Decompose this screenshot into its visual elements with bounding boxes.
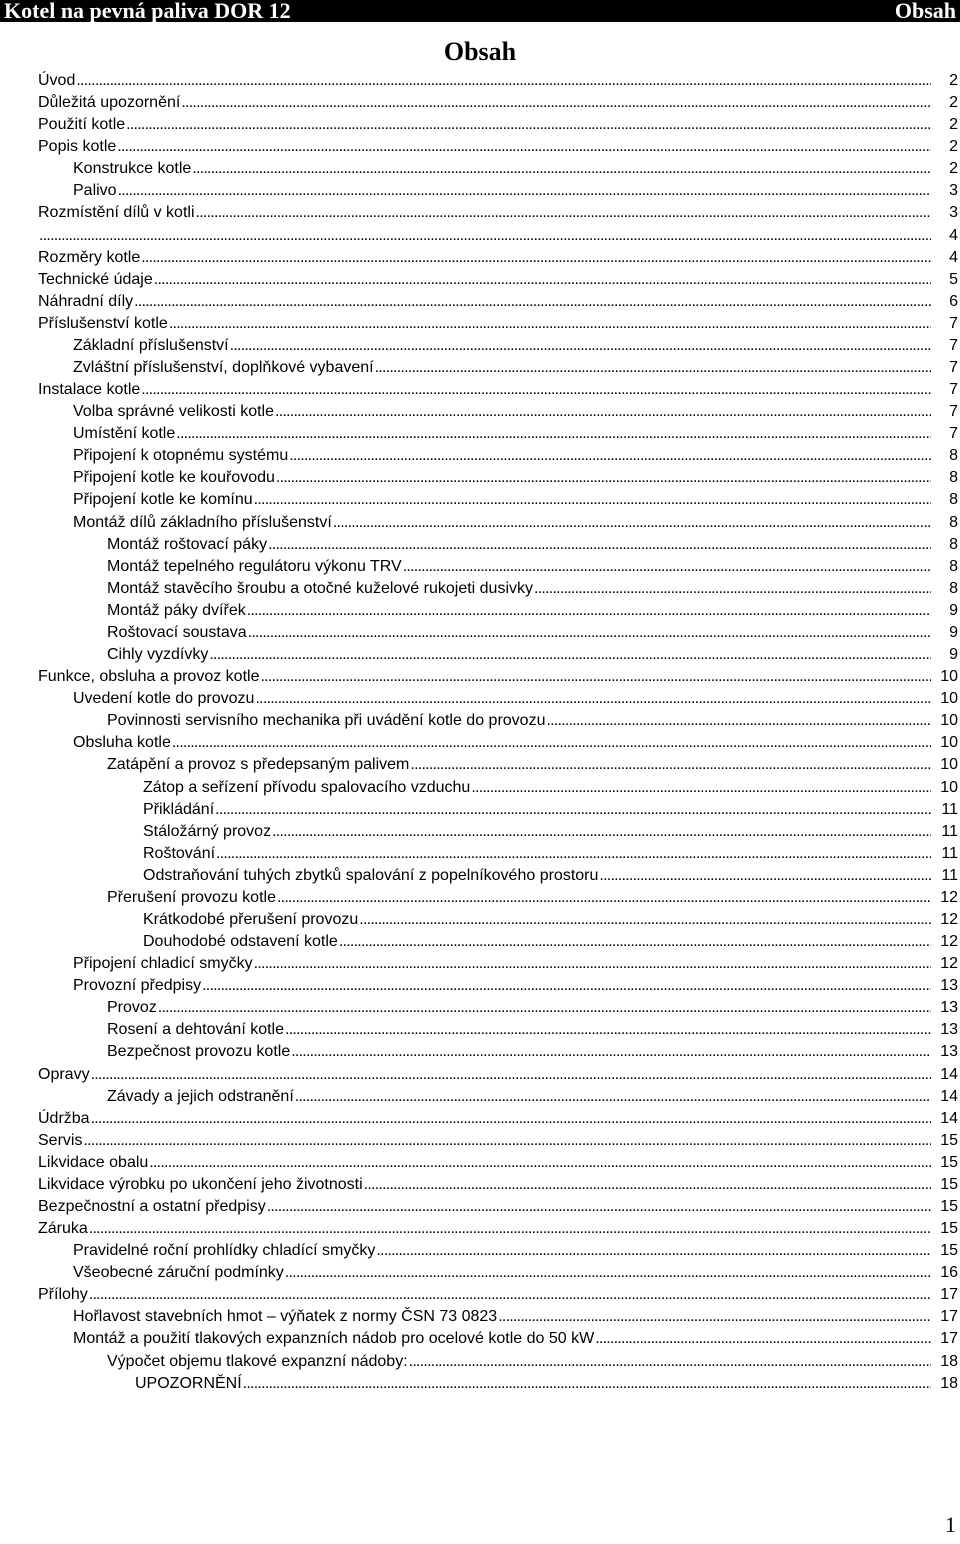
toc-entry[interactable]: [38, 291, 960, 313]
toc-leader-dots: [471, 777, 931, 799]
toc-leader-dots: [172, 732, 931, 754]
toc-leader-dots: [117, 136, 931, 158]
toc-entry[interactable]: [38, 931, 960, 953]
toc-entry-page: 7: [949, 381, 958, 399]
page-number: 1: [945, 1512, 956, 1537]
toc-leader-dots: [202, 975, 931, 997]
toc-entry[interactable]: [38, 777, 960, 799]
toc-entry-title: Přikládání: [143, 800, 215, 818]
toc-entry[interactable]: [38, 600, 960, 622]
toc-entry-title: Příslušenství kotle: [38, 314, 168, 332]
toc-entry-page: 11: [941, 800, 958, 818]
toc-entry-page: 2: [949, 160, 958, 178]
toc-leader-dots: [118, 180, 931, 202]
toc-leader-dots: [176, 423, 931, 445]
toc-leader-dots: [209, 644, 931, 666]
toc-entry-page: 5: [949, 270, 958, 288]
toc-entry[interactable]: [38, 70, 960, 92]
toc-entry-page: 14: [940, 1065, 958, 1083]
toc-entry-title: Náhradní díly: [38, 292, 134, 310]
toc-entry-page: 2: [949, 116, 958, 134]
toc-entry-title: Zatápění a provoz s předepsaným palivem: [107, 756, 410, 774]
toc-entry[interactable]: [38, 1351, 960, 1373]
toc-entry[interactable]: [38, 1086, 960, 1108]
section-name: Obsah: [894, 0, 956, 23]
toc-entry-page: 13: [940, 1021, 958, 1039]
toc-entry-title: Roštovací soustava: [107, 623, 247, 641]
toc-entry-page: 15: [940, 1175, 958, 1193]
toc-leader-dots: [409, 1351, 931, 1373]
toc-entry-title: Douhodobé odstavení kotle: [143, 933, 338, 951]
toc-entry-title: Roštování: [143, 844, 216, 862]
toc-entry-title: Konstrukce kotle: [73, 160, 192, 178]
toc-leader-dots: [39, 225, 931, 247]
toc-leader-dots: [181, 92, 931, 114]
toc-leader-dots: [149, 1152, 931, 1174]
toc-entry[interactable]: [38, 666, 960, 688]
toc-entry[interactable]: [38, 997, 960, 1019]
toc-entry-page: 11: [941, 866, 958, 884]
toc-entry-title: Zvláštní příslušenství, doplňkové vybavení: [73, 359, 374, 377]
toc-entry-page: 10: [940, 668, 958, 686]
toc-entry-title: Bezpečnost provozu kotle: [107, 1043, 291, 1061]
toc-entry-page: 3: [949, 182, 958, 200]
toc-leader-dots: [254, 489, 931, 511]
toc-entry[interactable]: [38, 1240, 960, 1262]
toc-entry[interactable]: [38, 313, 960, 335]
toc-entry-page: 4: [949, 248, 958, 266]
toc-entry-title: Připojení kotle ke komínu: [73, 491, 253, 509]
toc-entry-page: 17: [940, 1330, 958, 1348]
toc-entry-title: Závady a jejich odstranění: [107, 1087, 294, 1105]
toc-entry[interactable]: [38, 534, 960, 556]
toc-entry-title: Všeobecné záruční podmínky: [73, 1264, 284, 1282]
toc-entry-page: 10: [940, 690, 958, 708]
toc-entry[interactable]: [38, 357, 960, 379]
toc-entry-page: 17: [940, 1286, 958, 1304]
toc-entry-page: 15: [940, 1197, 958, 1215]
toc-entry-page: 13: [940, 1043, 958, 1061]
toc-entry-page: 2: [949, 94, 958, 112]
toc-entry[interactable]: [38, 887, 960, 909]
toc-entry-page: 16: [940, 1264, 958, 1282]
toc-entry[interactable]: [38, 975, 960, 997]
toc-entry[interactable]: [38, 754, 960, 776]
toc-entry[interactable]: [38, 114, 960, 136]
toc-entry-title: Montáž a použití tlakových expanzních nádob pro ocelové kotle do 50 kW: [73, 1330, 595, 1348]
toc-entry-page: 13: [940, 977, 958, 995]
toc-leader-dots: [141, 247, 931, 269]
toc-entry-title: Technické údaje: [38, 270, 153, 288]
toc-entry[interactable]: [38, 1306, 960, 1328]
toc-entry[interactable]: [38, 1196, 960, 1218]
toc-entry-title: Pravidelné roční prohlídky chladící smyčky: [73, 1242, 376, 1260]
toc-leader-dots: [192, 158, 931, 180]
toc-entry-page: 9: [949, 623, 958, 641]
toc-entry-title: Palivo: [73, 182, 117, 200]
toc-leader-dots: [291, 1041, 931, 1063]
toc-entry-page: 8: [949, 513, 958, 531]
toc-entry[interactable]: [38, 1373, 960, 1395]
toc-entry-title: Stáložárný provoz: [143, 822, 272, 840]
toc-entry-page: 7: [949, 425, 958, 443]
toc-entry-page: 18: [940, 1352, 958, 1370]
toc-entry-page: 12: [940, 888, 958, 906]
toc-leader-dots: [134, 291, 931, 313]
toc-entry-page: 15: [940, 1131, 958, 1149]
toc-leader-dots: [76, 70, 931, 92]
toc-entry[interactable]: [38, 953, 960, 975]
toc-entry-page: 7: [949, 336, 958, 354]
toc-entry-page: 10: [940, 756, 958, 774]
toc-entry[interactable]: [38, 335, 960, 357]
toc-entry-page: 8: [949, 557, 958, 575]
toc-entry-title: Provoz: [107, 999, 157, 1017]
toc-entry-title: Záruka: [38, 1220, 88, 1238]
toc-entry-page: 10: [940, 734, 958, 752]
toc-entry[interactable]: [38, 865, 960, 887]
toc-entry[interactable]: [38, 909, 960, 931]
toc-leader-dots: [243, 1373, 931, 1395]
toc-entry[interactable]: [38, 732, 960, 754]
toc-entry-page: 12: [940, 910, 958, 928]
toc-leader-dots: [158, 997, 931, 1019]
toc-entry-title: Hořlavost stavebních hmot – výňatek z normy ČSN 73 0823: [73, 1308, 498, 1326]
toc-entry[interactable]: [38, 843, 960, 865]
toc-entry[interactable]: [38, 710, 960, 732]
toc-leader-dots: [126, 114, 931, 136]
toc-entry-page: 8: [949, 579, 958, 597]
toc-entry-page: 3: [949, 204, 958, 222]
toc-entry-title: Úvod: [38, 72, 76, 89]
toc-leader-dots: [268, 534, 931, 556]
toc-entry-title: Montáž dílů základního příslušenství: [73, 513, 332, 531]
document-title: Kotel na pevná paliva DOR 12: [4, 0, 291, 23]
table-of-contents: [38, 70, 960, 1395]
toc-entry[interactable]: [38, 688, 960, 710]
toc-entry[interactable]: [38, 1284, 960, 1306]
toc-entry-title: Přílohy: [38, 1286, 88, 1304]
toc-entry[interactable]: [38, 821, 960, 843]
toc-leader-dots: [89, 1284, 931, 1306]
toc-entry[interactable]: [38, 578, 960, 600]
toc-leader-dots: [272, 821, 931, 843]
toc-entry-page: 2: [949, 138, 958, 156]
toc-leader-dots: [339, 931, 931, 953]
toc-leader-dots: [546, 710, 931, 732]
toc-leader-dots: [89, 1218, 931, 1240]
toc-entry-page: 11: [941, 844, 958, 862]
toc-leader-dots: [260, 666, 931, 688]
toc-leader-dots: [364, 1174, 931, 1196]
toc-entry-title: Připojení kotle ke kouřovodu: [73, 469, 275, 487]
toc-entry-page: 15: [940, 1242, 958, 1260]
toc-leader-dots: [275, 401, 931, 423]
toc-entry[interactable]: [38, 1152, 960, 1174]
toc-entry-page: 7: [949, 359, 958, 377]
toc-leader-dots: [410, 754, 931, 776]
toc-leader-dots: [248, 622, 931, 644]
toc-entry-title: Funkce, obsluha a provoz kotle: [38, 668, 260, 686]
toc-leader-dots: [216, 843, 931, 865]
toc-leader-dots: [267, 1196, 931, 1218]
toc-entry-title: Rosení a dehtování kotle: [107, 1021, 285, 1039]
toc-entry-title: Opravy: [38, 1065, 90, 1083]
toc-leader-dots: [359, 909, 931, 931]
toc-entry-title: Montáž páky dvířek: [107, 601, 246, 619]
toc-entry[interactable]: [38, 1130, 960, 1152]
toc-leader-dots: [255, 688, 931, 710]
toc-entry[interactable]: [38, 225, 960, 247]
toc-entry-title: Údržba: [38, 1109, 90, 1127]
toc-entry-title: Likvidace výrobku po ukončení jeho životnosti: [38, 1175, 363, 1193]
toc-entry[interactable]: [38, 1218, 960, 1240]
toc-entry-title: Výpočet objemu tlakové expanzní nádoby:: [107, 1352, 408, 1370]
toc-leader-dots: [196, 202, 932, 224]
toc-entry[interactable]: [38, 401, 960, 423]
toc-leader-dots: [254, 953, 931, 975]
toc-entry-page: 11: [941, 822, 958, 840]
toc-entry-title: UPOZORNĚNÍ: [135, 1374, 242, 1392]
toc-entry-title: Bezpečnostní a ostatní předpisy: [38, 1197, 266, 1215]
toc-entry-page: 10: [940, 778, 958, 796]
toc-leader-dots: [375, 357, 931, 379]
toc-entry-title: Montáž roštovací páky: [107, 535, 268, 553]
toc-entry-page: 8: [949, 469, 958, 487]
toc-entry[interactable]: [38, 799, 960, 821]
toc-entry[interactable]: [38, 512, 960, 534]
toc-entry-page: 4: [949, 226, 958, 244]
toc-entry-title: Připojení k otopnému systému: [73, 447, 289, 465]
toc-entry-page: 10: [940, 712, 958, 730]
toc-leader-dots: [333, 512, 931, 534]
toc-entry-title: Povinnosti servisního mechanika při uvádění kotle do provozu: [107, 712, 546, 730]
page-title: Obsah: [443, 37, 517, 66]
toc-entry[interactable]: [38, 136, 960, 158]
toc-entry-title: Obsluha kotle: [73, 734, 171, 752]
toc-leader-dots: [498, 1306, 931, 1328]
toc-entry[interactable]: [38, 467, 960, 489]
toc-entry-page: 14: [940, 1109, 958, 1127]
toc-entry-page: 8: [949, 535, 958, 553]
toc-entry[interactable]: [38, 180, 960, 202]
toc-leader-dots: [289, 445, 931, 467]
toc-leader-dots: [169, 313, 931, 335]
toc-entry-title: Zátop a seřízení přívodu spalovacího vzduchu: [143, 778, 471, 796]
toc-leader-dots: [277, 887, 931, 909]
toc-entry-title: Servis: [38, 1131, 83, 1149]
toc-entry-page: 13: [940, 999, 958, 1017]
toc-leader-dots: [595, 1328, 931, 1350]
toc-entry-title: Rozměry kotle: [38, 248, 141, 266]
toc-entry-title: Cihly vyzdívky: [107, 646, 209, 664]
toc-entry-page: 6: [949, 292, 958, 310]
toc-entry-title: Instalace kotle: [38, 381, 141, 399]
toc-entry-title: Likvidace obalu: [38, 1153, 149, 1171]
toc-entry-title: Uvedení kotle do provozu: [73, 690, 255, 708]
toc-entry-page: 2: [949, 72, 958, 89]
toc-entry-title: Umístění kotle: [73, 425, 176, 443]
toc-entry[interactable]: [38, 379, 960, 401]
toc-entry-title: Použití kotle: [38, 116, 126, 134]
toc-entry-title: Montáž stavěcího šroubu a otočné kuželové rukojeti dusivky: [107, 579, 534, 597]
toc-entry[interactable]: [38, 202, 960, 224]
toc-entry-page: 18: [940, 1374, 958, 1392]
toc-leader-dots: [141, 379, 931, 401]
running-header: [0, 0, 960, 22]
toc-entry[interactable]: [38, 1019, 960, 1041]
toc-entry-page: 7: [949, 403, 958, 421]
toc-entry[interactable]: [38, 644, 960, 666]
toc-entry-page: 8: [949, 447, 958, 465]
toc-leader-dots: [83, 1130, 931, 1152]
toc-entry[interactable]: [38, 1174, 960, 1196]
toc-entry-title: Připojení chladicí smyčky: [73, 955, 253, 973]
toc-entry-title: Krátkodobé přerušení provozu: [143, 910, 359, 928]
toc-entry[interactable]: [38, 1041, 960, 1063]
toc-entry-page: 15: [940, 1153, 958, 1171]
toc-leader-dots: [295, 1086, 931, 1108]
toc-leader-dots: [230, 335, 931, 357]
toc-entry-page: 12: [940, 933, 958, 951]
toc-leader-dots: [276, 467, 931, 489]
toc-leader-dots: [91, 1064, 931, 1086]
toc-entry-page: 15: [940, 1220, 958, 1238]
toc-entry[interactable]: [38, 489, 960, 511]
toc-entry-page: 14: [940, 1087, 958, 1105]
toc-leader-dots: [215, 799, 931, 821]
toc-entry[interactable]: [38, 1108, 960, 1130]
toc-entry[interactable]: [38, 622, 960, 644]
toc-entry[interactable]: [38, 445, 960, 467]
toc-leader-dots: [534, 578, 931, 600]
toc-entry-title: Důležitá upozornění: [38, 94, 181, 112]
toc-entry-title: Základní příslušenství: [73, 336, 229, 354]
toc-leader-dots: [599, 865, 931, 887]
toc-entry-title: Odstraňování tuhých zbytků spalování z popelníkového prostoru: [143, 866, 599, 884]
toc-leader-dots: [91, 1108, 931, 1130]
toc-leader-dots: [285, 1019, 931, 1041]
toc-entry-page: 17: [940, 1308, 958, 1326]
toc-entry-page: 8: [949, 491, 958, 509]
toc-entry-title: Přerušení provozu kotle: [107, 888, 276, 906]
toc-entry-page: 12: [940, 955, 958, 973]
toc-leader-dots: [154, 269, 931, 291]
toc-entry[interactable]: [38, 1064, 960, 1086]
toc-entry-title: Rozmístění dílů v kotli: [38, 204, 195, 222]
toc-leader-dots: [376, 1240, 931, 1262]
toc-entry[interactable]: [38, 247, 960, 269]
toc-entry-title: Volba správné velikosti kotle: [73, 403, 274, 421]
toc-entry[interactable]: [38, 423, 960, 445]
toc-entry-page: 9: [949, 646, 958, 664]
toc-leader-dots: [285, 1262, 931, 1284]
toc-entry-title: Montáž tepelného regulátoru výkonu TRV: [107, 557, 402, 575]
toc-entry-page: 7: [949, 314, 958, 332]
toc-leader-dots: [247, 600, 931, 622]
toc-entry-title: Popis kotle: [38, 138, 117, 156]
toc-entry-page: 9: [949, 601, 958, 619]
toc-entry[interactable]: [38, 1328, 960, 1350]
toc-entry[interactable]: [38, 92, 960, 114]
toc-entry[interactable]: [38, 556, 960, 578]
toc-leader-dots: [403, 556, 931, 578]
toc-entry[interactable]: [38, 269, 960, 291]
toc-entry[interactable]: [38, 158, 960, 180]
toc-entry[interactable]: [38, 1262, 960, 1284]
toc-entry-title: Provozní předpisy: [73, 977, 202, 995]
